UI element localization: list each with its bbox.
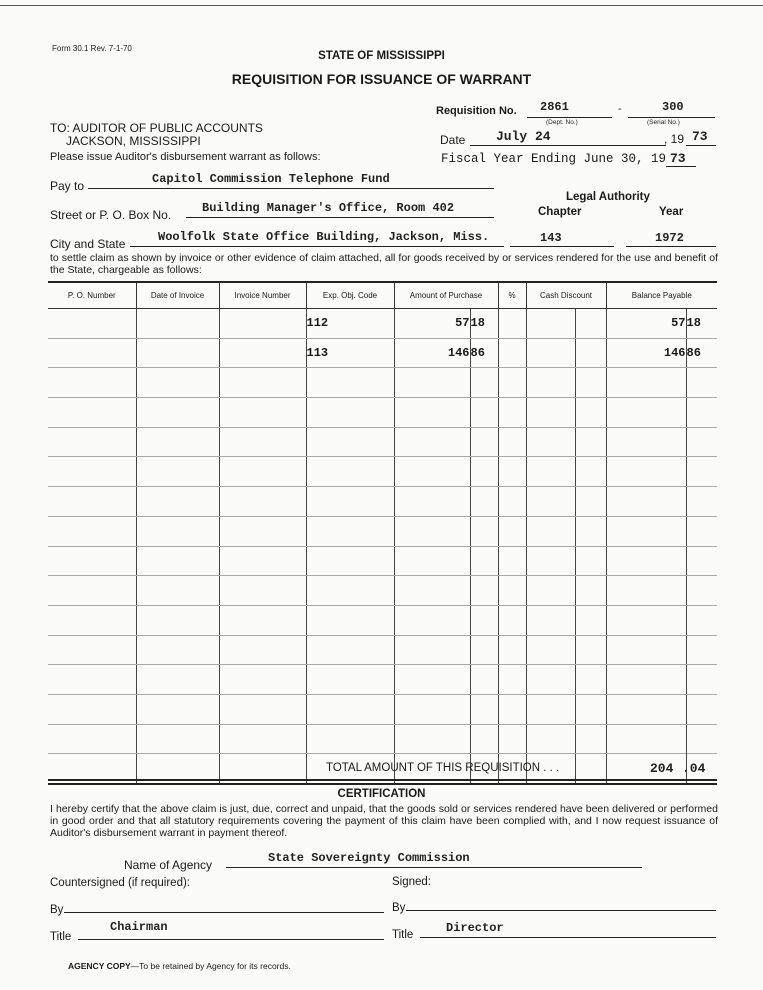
cell-invoice-number (219, 665, 306, 695)
cell-balance-dollars: 146 (606, 338, 686, 368)
chapter-value: 143 (540, 231, 562, 245)
cell-date-of-invoice (136, 398, 219, 428)
form-title: REQUISITION FOR ISSUANCE OF WARRANT (231, 71, 532, 87)
cell-percent (498, 309, 526, 339)
chapter-label: Chapter (538, 206, 582, 218)
dept-no-value: 2861 (540, 100, 569, 114)
fiscal-line (666, 166, 696, 167)
cell-date-of-invoice (136, 309, 219, 339)
cell-percent (498, 605, 526, 635)
cell-percent (498, 516, 526, 546)
cell-amount-dollars (394, 427, 470, 457)
cell-amount-cents (470, 635, 498, 665)
header-cash-discount: Cash Discount (526, 282, 606, 309)
agency-value: State Sovereignty Commission (268, 851, 470, 865)
footer-bold: AGENCY COPY (68, 961, 131, 971)
left-title-label: Title (50, 931, 72, 943)
cell-balance-cents (686, 576, 717, 606)
cell-discount-cents (575, 576, 606, 606)
cell-po-number (48, 694, 136, 724)
cell-exp-obj-code (306, 368, 394, 398)
cell-discount-dollars (526, 605, 575, 635)
cell-amount-dollars: 146 (394, 338, 470, 368)
table-row (48, 546, 717, 576)
right-title-value: Director (446, 921, 504, 935)
legal-authority-heading: Legal Authority (566, 191, 650, 203)
cell-exp-obj-code: 113 (306, 338, 394, 368)
cell-discount-dollars (526, 457, 575, 487)
cell-balance-cents: 86 (686, 338, 717, 368)
left-by-label: By (50, 904, 64, 916)
table-row (48, 427, 717, 457)
state-heading: STATE OF MISSISSIPPI (318, 50, 445, 62)
cell-percent (498, 427, 526, 457)
legal-year-value: 1972 (655, 231, 684, 245)
cell-exp-obj-code (306, 694, 394, 724)
cell-po-number (48, 338, 136, 368)
fiscal-label: Fiscal Year Ending June 30, 19 (441, 152, 667, 166)
cell-discount-dollars (526, 398, 575, 428)
table-row (48, 665, 717, 695)
cell-amount-dollars (394, 576, 470, 606)
cell-amount-cents (470, 605, 498, 635)
cell-po-number (48, 487, 136, 517)
header-po-number: P. O. Number (48, 282, 136, 309)
chapter-line (510, 246, 614, 247)
signed-label: Signed: (392, 876, 432, 888)
to-line2: JACKSON, MISSISSIPPI (66, 134, 201, 148)
cell-po-number (48, 635, 136, 665)
cell-exp-obj-code (306, 487, 394, 517)
year-value: 73 (692, 129, 708, 144)
cell-discount-cents (575, 368, 606, 398)
table-bottom-line-1 (48, 779, 717, 781)
cell-date-of-invoice (136, 694, 219, 724)
header-date-of-invoice: Date of Invoice (136, 282, 219, 309)
cell-percent (498, 338, 526, 368)
cell-percent (498, 665, 526, 695)
cell-balance-dollars (606, 516, 686, 546)
cell-date-of-invoice (136, 605, 219, 635)
year-prefix: , 19 (664, 132, 685, 146)
cell-date-of-invoice (136, 368, 219, 398)
cell-exp-obj-code: 112 (306, 309, 394, 339)
date-value: July 24 (496, 129, 551, 144)
table-row (48, 487, 717, 517)
fiscal-value: 73 (670, 151, 686, 166)
cell-exp-obj-code (306, 398, 394, 428)
cell-balance-cents (686, 487, 717, 517)
cell-amount-cents (470, 694, 498, 724)
line-items-table (48, 281, 717, 784)
cell-invoice-number (219, 546, 306, 576)
cell-po-number (48, 398, 136, 428)
cell-discount-cents (575, 398, 606, 428)
pay-to-line (88, 188, 494, 189)
cell-discount-dollars (526, 487, 575, 517)
cell-amount-cents (470, 368, 498, 398)
cell-po-number (48, 605, 136, 635)
total-cents-divider (686, 750, 687, 778)
table-row (48, 605, 717, 635)
cell-invoice-number (219, 338, 306, 368)
cell-invoice-number (219, 309, 306, 339)
cell-po-number (48, 309, 136, 339)
cell-invoice-number (219, 427, 306, 457)
cell-date-of-invoice (136, 516, 219, 546)
table-row (48, 694, 717, 724)
to-line1: TO: AUDITOR OF PUBLIC ACCOUNTS (50, 121, 263, 135)
left-title-line (78, 939, 384, 940)
cell-discount-cents (575, 338, 606, 368)
pay-to-value: Capitol Commission Telephone Fund (152, 172, 390, 186)
cell-balance-cents (686, 605, 717, 635)
cell-amount-cents (470, 665, 498, 695)
cell-discount-dollars (526, 635, 575, 665)
cell-po-number (48, 427, 136, 457)
cell-exp-obj-code (306, 724, 394, 754)
dept-no-caption: (Dept. No.) (546, 119, 578, 126)
cell-balance-cents (686, 457, 717, 487)
right-by-label: By (392, 902, 406, 914)
cell-amount-cents (470, 576, 498, 606)
cell-date-of-invoice (136, 665, 219, 695)
city-line (130, 246, 504, 247)
cell-balance-dollars (606, 457, 686, 487)
certification-text: I hereby certify that the above claim is just, due, correct and unpaid, that the goods sold or services rendered have been delivered or performed in good order and that all statutory requirements covering the payment of this claim have been complied with, and I now request issuance of Auditor's disbursement warrant in payment thereof. (50, 803, 718, 839)
cell-percent (498, 694, 526, 724)
cell-po-number (48, 457, 136, 487)
table-row (48, 338, 717, 368)
cell-discount-dollars (526, 694, 575, 724)
cell-amount-cents: 18 (470, 309, 498, 339)
cell-percent (498, 487, 526, 517)
cell-discount-dollars (526, 427, 575, 457)
footer-note (68, 961, 291, 971)
cell-exp-obj-code (306, 516, 394, 546)
year-line (686, 145, 716, 146)
cell-date-of-invoice (136, 487, 219, 517)
cell-percent (498, 457, 526, 487)
cell-balance-cents (686, 368, 717, 398)
cell-balance-cents (686, 546, 717, 576)
top-edge-line (0, 5, 763, 6)
dept-no-line (527, 117, 612, 118)
certification-heading: CERTIFICATION (337, 788, 426, 800)
cell-invoice-number (219, 368, 306, 398)
cell-amount-dollars (394, 398, 470, 428)
cell-balance-dollars (606, 427, 686, 457)
cell-discount-cents (575, 427, 606, 457)
city-label: City and State (50, 237, 126, 251)
cell-date-of-invoice (136, 457, 219, 487)
street-label: Street or P. O. Box No. (50, 208, 172, 222)
legal-year-line (626, 246, 716, 247)
cell-discount-dollars (526, 546, 575, 576)
cell-po-number (48, 546, 136, 576)
serial-no-caption: (Serial No.) (647, 119, 680, 126)
cell-discount-dollars (526, 516, 575, 546)
cell-exp-obj-code (306, 665, 394, 695)
cell-balance-dollars (606, 635, 686, 665)
cell-exp-obj-code (306, 546, 394, 576)
right-title-label: Title (392, 929, 414, 941)
cell-invoice-number (219, 576, 306, 606)
cell-po-number (48, 665, 136, 695)
cell-amount-dollars (394, 605, 470, 635)
year-label: Year (659, 206, 684, 218)
cell-date-of-invoice (136, 724, 219, 754)
cell-amount-dollars (394, 487, 470, 517)
right-by-line (406, 910, 716, 911)
cell-po-number (48, 516, 136, 546)
table-row (48, 309, 717, 339)
cell-discount-cents (575, 665, 606, 695)
cell-amount-dollars (394, 694, 470, 724)
agency-line (226, 867, 642, 868)
table-row (48, 398, 717, 428)
table-bottom-line-2 (48, 783, 717, 785)
cell-discount-dollars (526, 665, 575, 695)
cell-exp-obj-code (306, 427, 394, 457)
cell-balance-cents (686, 724, 717, 754)
cell-amount-dollars (394, 546, 470, 576)
cell-discount-dollars (526, 309, 575, 339)
cell-amount-cents (470, 487, 498, 517)
cell-discount-dollars (526, 368, 575, 398)
cell-invoice-number (219, 487, 306, 517)
cell-balance-cents (686, 398, 717, 428)
right-title-line (420, 937, 716, 938)
cell-amount-cents: 86 (470, 338, 498, 368)
cell-discount-cents (575, 309, 606, 339)
left-title-value: Chairman (110, 920, 168, 934)
total-label: TOTAL AMOUNT OF THIS REQUISITION . . . (326, 762, 560, 774)
cell-amount-cents (470, 427, 498, 457)
cell-exp-obj-code (306, 605, 394, 635)
date-label: Date (440, 133, 466, 147)
pay-to-label: Pay to (50, 179, 85, 193)
cell-invoice-number (219, 457, 306, 487)
cell-amount-dollars (394, 368, 470, 398)
cell-balance-cents: 18 (686, 309, 717, 339)
cell-amount-dollars (394, 457, 470, 487)
cell-date-of-invoice (136, 338, 219, 368)
header-percent: % (498, 282, 526, 309)
cell-amount-dollars (394, 635, 470, 665)
table-row (48, 576, 717, 606)
table-row (48, 635, 717, 665)
requisition-label: Requisition No. (436, 105, 517, 117)
cell-discount-cents (575, 694, 606, 724)
cell-date-of-invoice (136, 576, 219, 606)
city-value: Woolfolk State Office Building, Jackson, Miss. (158, 230, 490, 244)
table-row (48, 457, 717, 487)
header-balance-payable: Balance Payable (606, 282, 717, 309)
cell-percent (498, 368, 526, 398)
table-row (48, 368, 717, 398)
header-amount-of-purchase: Amount of Purchase (394, 282, 498, 309)
cell-percent (498, 546, 526, 576)
cell-amount-cents (470, 546, 498, 576)
cell-balance-dollars (606, 605, 686, 635)
header-invoice-number: Invoice Number (219, 282, 306, 309)
cell-discount-dollars (526, 724, 575, 754)
cell-amount-cents (470, 724, 498, 754)
table-row (48, 516, 717, 546)
cell-date-of-invoice (136, 427, 219, 457)
cell-amount-dollars (394, 724, 470, 754)
countersigned-label: Countersigned (if required): (50, 877, 190, 889)
cell-po-number (48, 724, 136, 754)
cell-amount-cents (470, 398, 498, 428)
cell-percent (498, 398, 526, 428)
cell-invoice-number (219, 605, 306, 635)
form-number: Form 30.1 Rev. 7-1-70 (52, 44, 132, 53)
cell-balance-dollars (606, 724, 686, 754)
cell-exp-obj-code (306, 576, 394, 606)
requisition-dash: - (618, 103, 622, 115)
cell-balance-cents (686, 516, 717, 546)
total-dollars: 204 (650, 761, 674, 776)
cell-balance-dollars (606, 665, 686, 695)
cell-invoice-number (219, 635, 306, 665)
cell-discount-cents (575, 724, 606, 754)
cell-exp-obj-code (306, 457, 394, 487)
serial-no-line (628, 117, 715, 118)
instruction-text: Please issue Auditor's disbursement warrant as follows: (50, 151, 321, 163)
cell-balance-dollars (606, 368, 686, 398)
cell-balance-cents (686, 665, 717, 695)
cell-balance-dollars: 57 (606, 309, 686, 339)
cell-invoice-number (219, 398, 306, 428)
cell-percent (498, 635, 526, 665)
cell-amount-dollars (394, 665, 470, 695)
cell-balance-cents (686, 427, 717, 457)
cell-amount-dollars: 57 (394, 309, 470, 339)
agency-label: Name of Agency (124, 858, 213, 872)
header-exp-obj-code: Exp. Obj. Code (306, 282, 394, 309)
cell-discount-cents (575, 457, 606, 487)
street-value: Building Manager's Office, Room 402 (202, 201, 455, 215)
cell-balance-dollars (606, 398, 686, 428)
cell-discount-cents (575, 605, 606, 635)
cell-date-of-invoice (136, 635, 219, 665)
cell-balance-cents (686, 635, 717, 665)
footer-text: —To be retained by Agency for its records. (130, 961, 291, 971)
date-line (470, 145, 666, 146)
cell-balance-cents (686, 694, 717, 724)
cell-invoice-number (219, 724, 306, 754)
cell-invoice-number (219, 516, 306, 546)
cell-discount-cents (575, 546, 606, 576)
cell-balance-dollars (606, 487, 686, 517)
cell-discount-cents (575, 487, 606, 517)
cell-balance-dollars (606, 576, 686, 606)
cell-balance-dollars (606, 546, 686, 576)
total-cents: .04 (682, 761, 706, 776)
cell-date-of-invoice (136, 546, 219, 576)
cell-discount-cents (575, 635, 606, 665)
cell-invoice-number (219, 694, 306, 724)
left-by-line (64, 912, 384, 913)
cell-amount-dollars (394, 516, 470, 546)
cell-discount-cents (575, 516, 606, 546)
cell-balance-dollars (606, 694, 686, 724)
cell-amount-cents (470, 457, 498, 487)
cell-percent (498, 576, 526, 606)
cell-po-number (48, 576, 136, 606)
street-line (186, 217, 494, 218)
cell-amount-cents (470, 516, 498, 546)
cell-exp-obj-code (306, 635, 394, 665)
cell-po-number (48, 368, 136, 398)
serial-no-value: 300 (662, 100, 684, 114)
cell-discount-dollars (526, 338, 575, 368)
cell-discount-dollars (526, 576, 575, 606)
cell-percent (498, 724, 526, 754)
claim-text: to settle claim as shown by invoice or other evidence of claim attached, all for goods received by or services rendered for the use and benefit of the State, chargeable as follows: (50, 252, 718, 276)
table-row (48, 724, 717, 754)
